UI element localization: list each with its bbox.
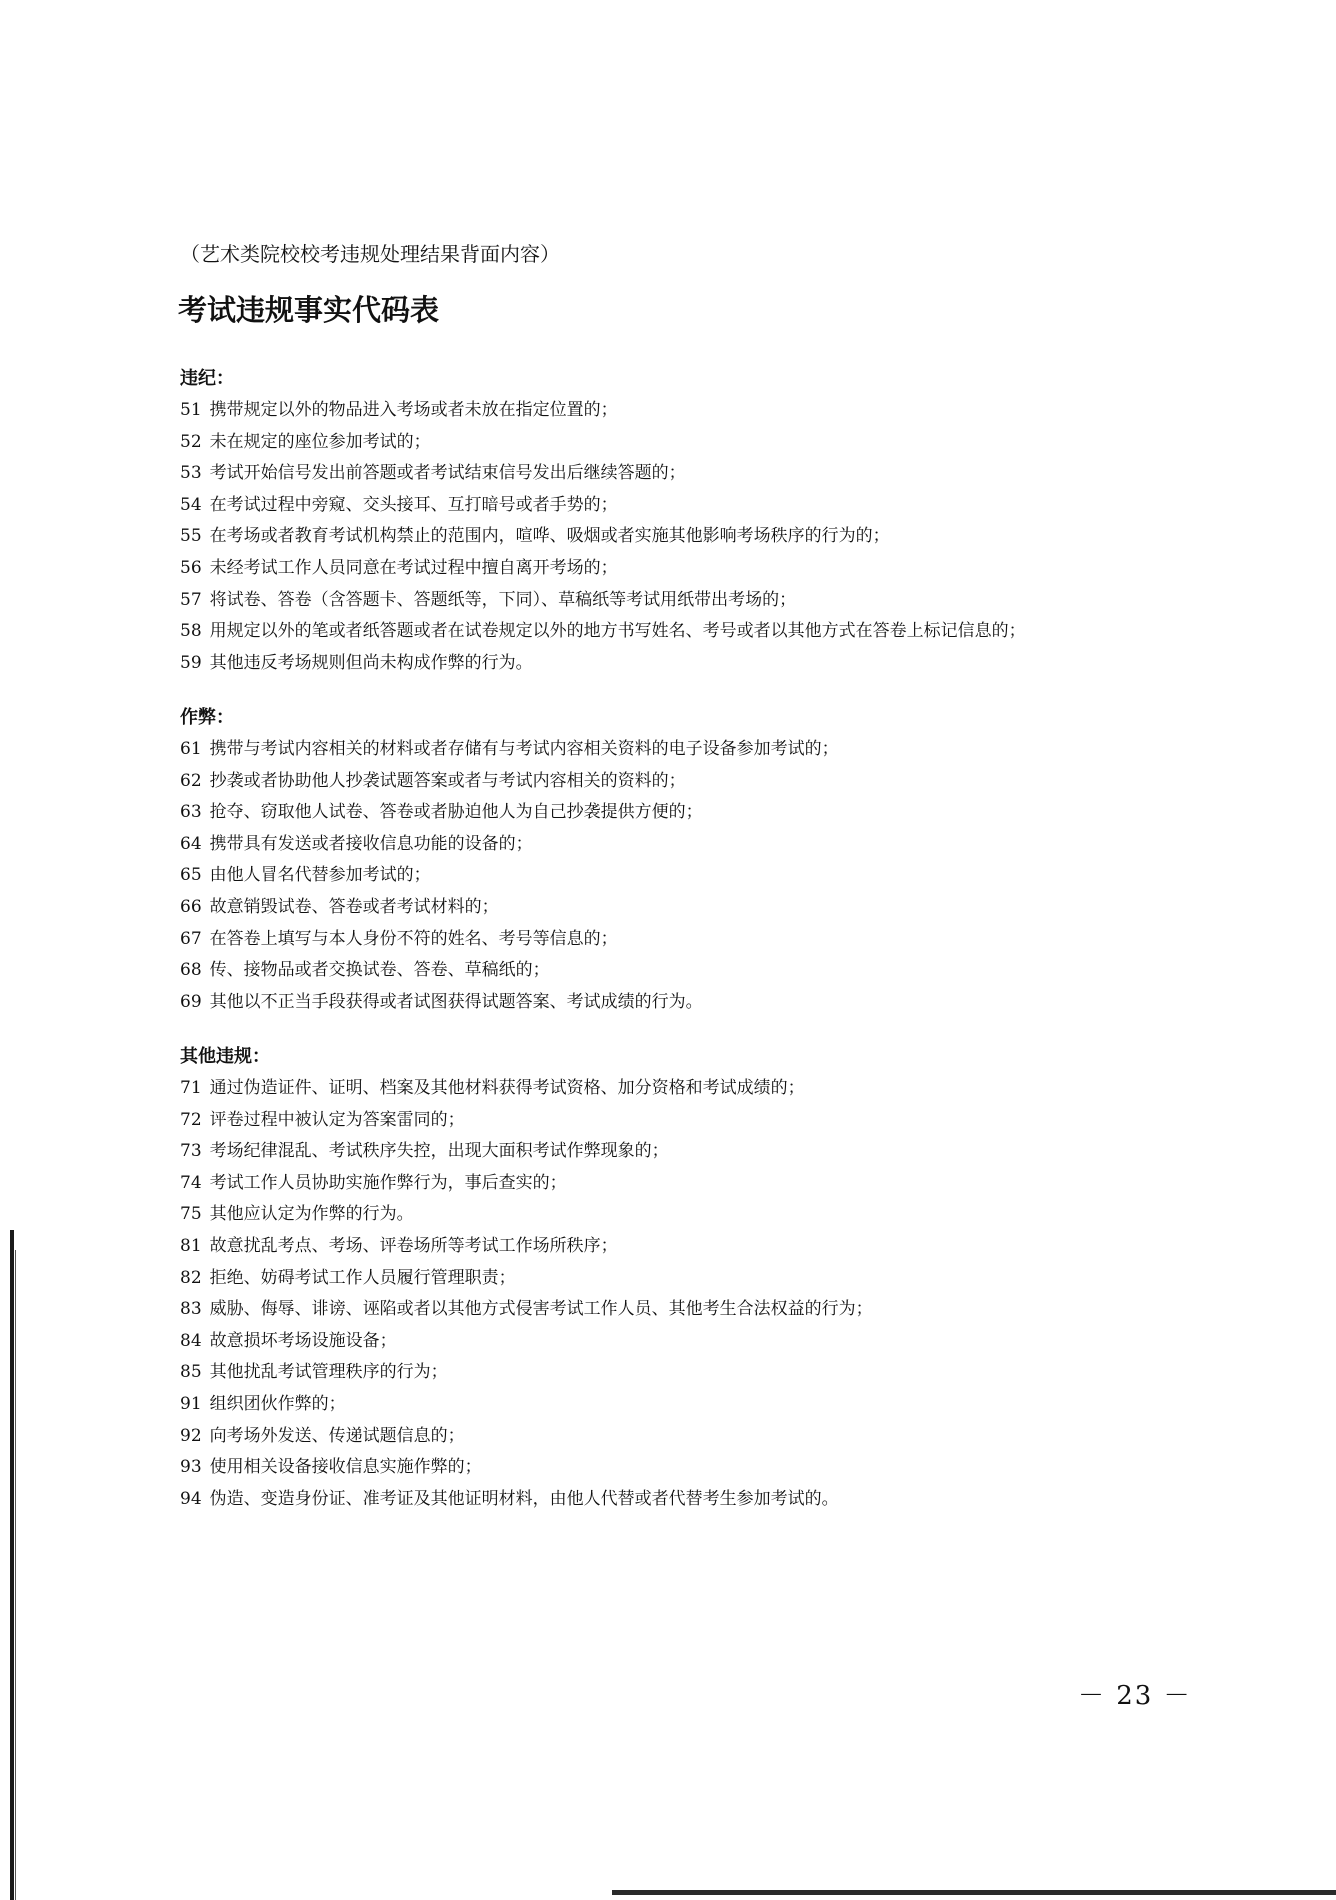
item-code: 81 xyxy=(180,1235,202,1256)
item-text: 由他人冒名代替参加考试的； xyxy=(209,865,431,886)
item-text: 伪造、变造身份证、准考证及其他证明材料，由他人代替或者代替考生参加考试的。 xyxy=(209,1488,839,1509)
list-item xyxy=(180,766,1180,798)
item-text: 携带与考试内容相关的材料或者存储有与考试内容相关资料的电子设备参加考试的； xyxy=(209,739,839,759)
list-item xyxy=(180,1199,1180,1231)
item-code: 67 xyxy=(180,928,202,949)
item-text: 携带规定以外的物品进入考场或者未放在指定位置的； xyxy=(209,400,618,420)
page-number: － 23 － xyxy=(1078,1681,1192,1711)
item-code: 73 xyxy=(180,1141,202,1162)
item-text: 在考试过程中旁窥、交头接耳、互打暗号或者手势的； xyxy=(209,494,618,515)
item-text: 故意损坏考场设施设备； xyxy=(209,1330,397,1351)
list-item xyxy=(180,829,1180,861)
list-item xyxy=(180,1136,1180,1168)
list-item xyxy=(180,860,1180,892)
list-item xyxy=(180,1231,1180,1263)
page-title: 考试违规事实代码表 xyxy=(178,293,440,327)
section-other-violations xyxy=(180,1041,1180,1515)
section-cheating xyxy=(180,702,1180,1018)
item-code: 56 xyxy=(180,557,202,578)
item-text: 其他违反考场规则但尚未构成作弊的行为。 xyxy=(209,652,533,673)
item-code: 82 xyxy=(180,1267,202,1288)
item-text: 抄袭或者协助他人抄袭试题答案或者与考试内容相关的资料的； xyxy=(209,770,686,791)
item-code: 91 xyxy=(180,1393,202,1414)
item-code: 55 xyxy=(180,526,202,547)
list-item xyxy=(180,1452,1180,1484)
item-code: 52 xyxy=(180,431,202,452)
list-item xyxy=(180,892,1180,924)
list-item xyxy=(180,521,1180,553)
item-code: 75 xyxy=(180,1204,202,1225)
item-code: 59 xyxy=(180,652,202,673)
item-text: 传、接物品或者交换试卷、答卷、草稿纸的； xyxy=(209,960,550,981)
item-text: 考场纪律混乱、考试秩序失控，出现大面积考试作弊现象的； xyxy=(209,1141,669,1162)
item-code: 64 xyxy=(180,833,202,854)
list-item xyxy=(180,734,1180,766)
list-item xyxy=(180,1294,1180,1326)
list-item xyxy=(180,1105,1180,1137)
item-code: 85 xyxy=(180,1362,202,1383)
list-item xyxy=(180,1168,1180,1200)
item-text: 故意扰乱考点、考场、评卷场所等考试工作场所秩序； xyxy=(209,1235,618,1256)
item-code: 92 xyxy=(180,1425,202,1446)
item-code: 53 xyxy=(180,463,202,484)
item-code: 66 xyxy=(180,896,202,917)
section-heading: 违纪： xyxy=(180,368,234,389)
item-text: 考试开始信号发出前答题或者考试结束信号发出后继续答题的； xyxy=(209,463,686,484)
item-text: 组织团伙作弊的； xyxy=(209,1393,346,1414)
item-text: 在考场或者教育考试机构禁止的范围内，喧哗、吸烟或者实施其他影响考场秩序的行为的； xyxy=(209,526,890,547)
list-item xyxy=(180,1263,1180,1295)
item-code: 94 xyxy=(180,1488,202,1509)
item-code: 83 xyxy=(180,1299,202,1320)
item-text: 评卷过程中被认定为答案雷同的； xyxy=(209,1109,465,1130)
list-item xyxy=(180,395,1180,427)
section-discipline xyxy=(180,363,1180,679)
item-code: 58 xyxy=(180,621,202,642)
header-note: （艺术类院校校考违规处理结果背面内容） xyxy=(180,242,560,266)
item-code: 72 xyxy=(180,1109,202,1130)
list-item xyxy=(180,797,1180,829)
list-item xyxy=(180,553,1180,585)
item-code: 63 xyxy=(180,802,202,823)
item-code: 57 xyxy=(180,589,202,610)
item-code: 84 xyxy=(180,1330,202,1351)
item-text: 将试卷、答卷（含答题卡、答题纸等，下同）、草稿纸等考试用纸带出考场的； xyxy=(209,589,797,610)
scan-edge-left-line xyxy=(15,1250,16,1900)
item-text: 拒绝、妨碍考试工作人员履行管理职责； xyxy=(209,1267,516,1288)
item-text: 通过伪造证件、证明、档案及其他材料获得考试资格、加分资格和考试成绩的； xyxy=(209,1078,805,1098)
list-item xyxy=(180,1357,1180,1389)
item-text: 向考场外发送、传递试题信息的； xyxy=(209,1425,465,1446)
list-item xyxy=(180,1389,1180,1421)
item-text: 携带具有发送或者接收信息功能的设备的； xyxy=(209,833,533,854)
item-text: 故意销毁试卷、答卷或者考试材料的； xyxy=(209,896,499,917)
list-item xyxy=(180,955,1180,987)
item-text: 未经考试工作人员同意在考试过程中擅自离开考场的； xyxy=(209,557,618,578)
item-code: 61 xyxy=(180,739,202,759)
list-item xyxy=(180,1326,1180,1358)
scan-edge-bottom-border xyxy=(612,1890,1336,1895)
item-text: 其他以不正当手段获得或者试图获得试题答案、考试成绩的行为。 xyxy=(209,991,703,1012)
item-text: 威胁、侮辱、诽谤、诬陷或者以其他方式侵害考试工作人员、其他考生合法权益的行为； xyxy=(209,1299,873,1320)
item-text: 其他扰乱考试管理秩序的行为； xyxy=(209,1362,448,1383)
list-item xyxy=(180,1421,1180,1453)
item-code: 93 xyxy=(180,1457,202,1478)
item-text: 未在规定的座位参加考试的； xyxy=(209,431,431,452)
item-text: 使用相关设备接收信息实施作弊的； xyxy=(209,1457,482,1478)
section-heading: 作弊： xyxy=(180,707,234,728)
list-item xyxy=(180,1073,1180,1105)
item-code: 62 xyxy=(180,770,202,791)
item-code: 54 xyxy=(180,494,202,515)
item-code: 71 xyxy=(180,1078,202,1098)
section-heading: 其他违规： xyxy=(180,1046,270,1067)
item-code: 69 xyxy=(180,991,202,1012)
scan-edge-left-border xyxy=(10,1230,14,1900)
list-item xyxy=(180,585,1180,617)
item-text: 在答卷上填写与本人身份不符的姓名、考号等信息的； xyxy=(209,928,618,949)
list-item xyxy=(180,648,1180,680)
list-item xyxy=(180,616,1180,648)
item-text: 其他应认定为作弊的行为。 xyxy=(209,1204,414,1225)
list-item xyxy=(180,1484,1180,1516)
list-item xyxy=(180,987,1180,1019)
item-code: 65 xyxy=(180,865,202,886)
item-text: 抢夺、窃取他人试卷、答卷或者胁迫他人为自己抄袭提供方便的； xyxy=(209,802,703,823)
item-code: 51 xyxy=(180,400,202,420)
list-item xyxy=(180,924,1180,956)
list-item xyxy=(180,427,1180,459)
item-text: 考试工作人员协助实施作弊行为，事后查实的； xyxy=(209,1172,567,1193)
list-item xyxy=(180,458,1180,490)
item-code: 74 xyxy=(180,1172,202,1193)
list-item xyxy=(180,490,1180,522)
item-code: 68 xyxy=(180,960,202,981)
item-text: 用规定以外的笔或者纸答题或者在试卷规定以外的地方书写姓名、考号或者以其他方式在答卷上标记信息的； xyxy=(209,621,1026,642)
